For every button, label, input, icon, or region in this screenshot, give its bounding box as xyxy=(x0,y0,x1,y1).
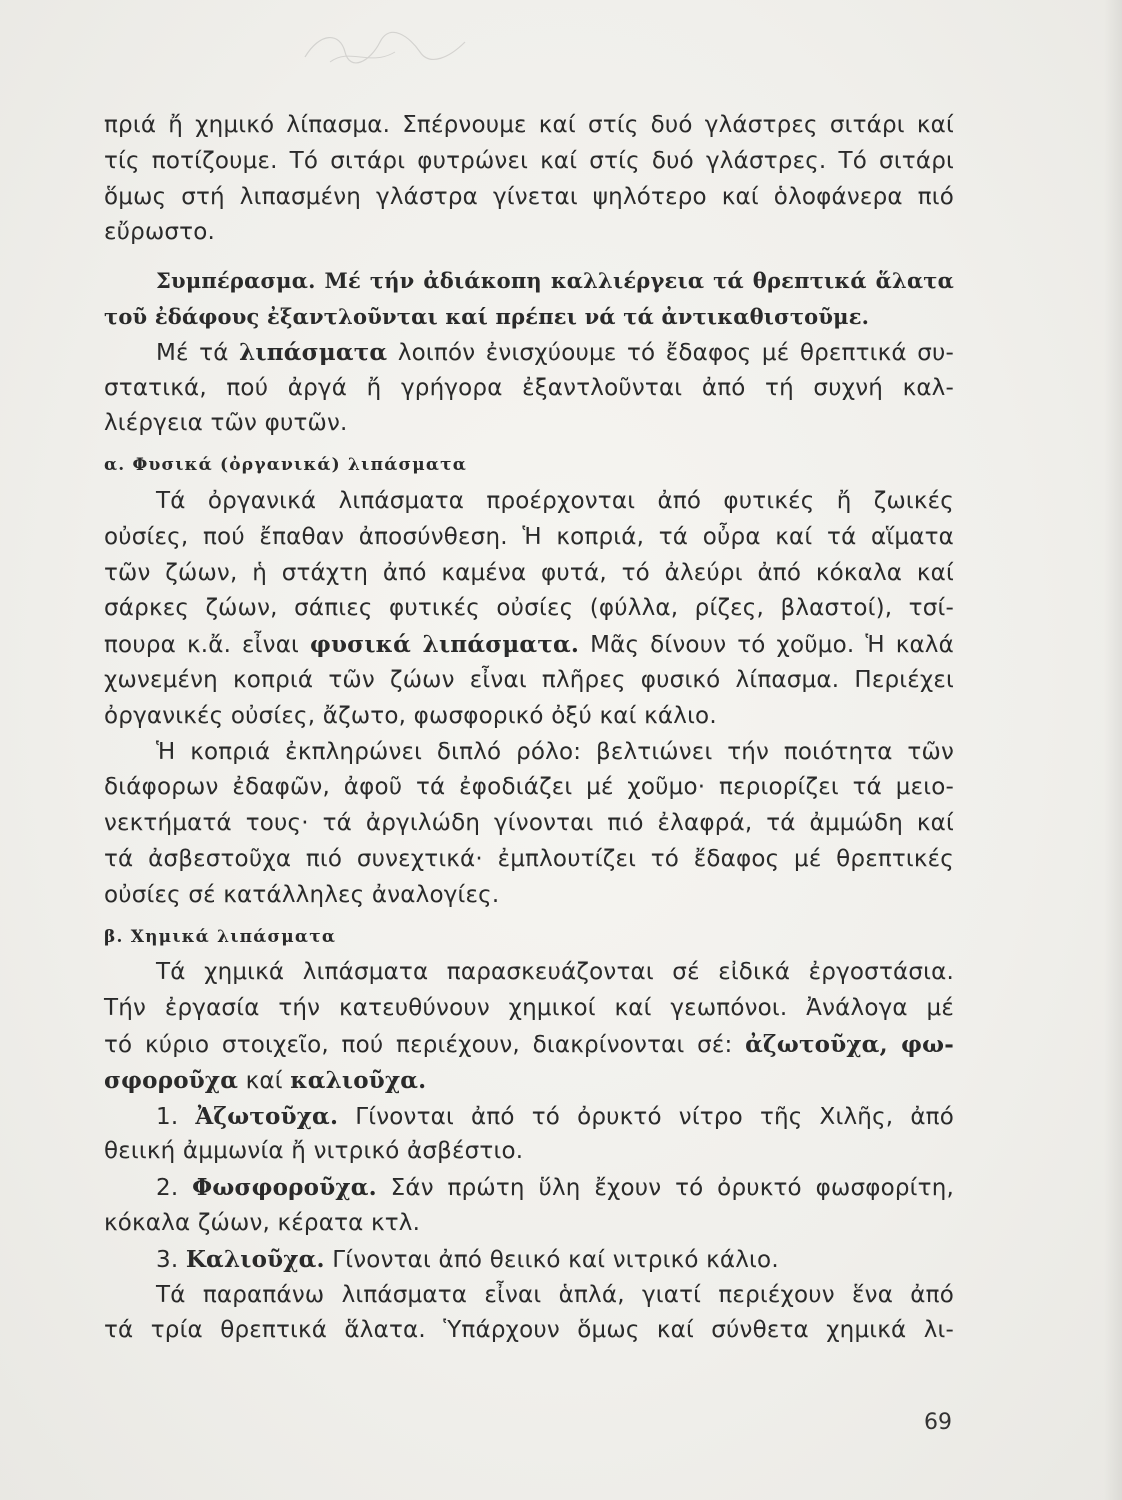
text-run: Μέ τά xyxy=(156,339,240,366)
bold-term: Καλιοῦχα. xyxy=(185,1245,325,1273)
text-line: σάρκες ζώων, σάπιες φυτικές οὐσίες (φύλλα, ρίζες, βλαστοί), τσί- xyxy=(104,595,954,622)
list-item xyxy=(104,1170,954,1206)
text-line: Ἡ κοπριά ἐκπληρώνει διπλό ρόλο: βελτιώνει τήν ποιότητα τῶν xyxy=(156,738,954,765)
text-line: τά τρία θρεπτικά ἅλατα. Ὑπάρχουν ὅμως καί σύνθετα χημικά λι- xyxy=(104,1317,954,1344)
text-line xyxy=(104,1063,954,1099)
page-number: 69 xyxy=(924,1410,952,1435)
text-line: ὅμως στή λιπασμένη γλάστρα γίνεται ψηλότερο καί ὁλοφάνερα πιό xyxy=(104,183,954,210)
bold-term: ἀζωτοῦχα, φω- xyxy=(745,1030,954,1058)
text-line: οὐσίες σέ κατάλληλες ἀναλογίες. xyxy=(104,881,500,908)
bold-term: φυσικά λιπάσματα. xyxy=(310,631,580,659)
text-run: Γίνονται ἀπό τό ὀρυκτό νίτρο τῆς Χιλῆς, ἀπό xyxy=(338,1103,954,1130)
list-item xyxy=(104,1099,954,1135)
list-number: 1. xyxy=(156,1103,196,1130)
text-line: τίς ποτίζουμε. Τό σιτάρι φυτρώνει καί στίς δυό γλάστρες. Τό σιτάρι xyxy=(104,147,954,174)
bold-term: σφοροῦχα xyxy=(104,1066,239,1094)
text-line: νεκτήματά τους· τά ἀργιλώδη γίνονται πιό ἐλαφρά, τά ἀμμώδη καί xyxy=(104,810,954,837)
text-line: χωνεμένη κοπριά τῶν ζώων εἶναι πλῆρες φυσικό λίπασμα. Περιέχει xyxy=(104,666,954,693)
text-line: οὐσίες, πού ἔπαθαν ἀποσύνθεση. Ἡ κοπριά, τά οὖρα καί τά αἵματα xyxy=(104,523,954,550)
bold-term: καλιοῦχα. xyxy=(290,1066,427,1094)
text-line: Τά παραπάνω λιπάσματα εἶναι ἁπλά, γιατί περιέχουν ἕνα ἀπό xyxy=(156,1281,954,1308)
section-heading-natural: α. Φυσικά (ὀργανικά) λιπάσματα xyxy=(104,455,468,476)
text-line: κόκαλα ζώων, κέρατα κτλ. xyxy=(104,1209,421,1236)
page-edge-shadow xyxy=(1104,0,1122,1500)
text-line xyxy=(104,335,954,371)
text-line: ὀργανικές οὐσίες, ἄζωτο, φωσφορικό ὀξύ καί κάλιο. xyxy=(104,702,717,729)
text-line xyxy=(104,627,954,663)
page-text xyxy=(104,108,954,1349)
pencil-scribble-icon xyxy=(300,22,470,72)
text-line: Τά ὀργανικά λιπάσματα προέρχονται ἀπό φυτικές ἤ ζωικές xyxy=(156,487,954,514)
text-run: λοιπόν ἐνισχύουμε τό ἔδαφος μέ θρεπτικά συ- xyxy=(387,339,954,366)
bold-term: λιπάσματα xyxy=(239,338,388,366)
text-line: θειική ἀμμωνία ἤ νιτρικό ἀσβέστιο. xyxy=(104,1138,524,1165)
text-line: Τήν ἐργασία τήν κατευθύνουν χημικοί καί γεωπόνοι. Ἀνάλογα μέ xyxy=(104,995,954,1022)
text-run: Γίνονται ἀπό θειικό καί νιτρικό κάλιο. xyxy=(324,1246,779,1273)
text-line: στατικά, πού ἀργά ἤ γρήγορα ἐξαντλοῦνται ἀπό τή συχνή καλ- xyxy=(104,374,954,401)
conclusion-line: Συμπέρασμα. Μέ τήν ἀδιάκοπη καλλιέργεια τά θρεπτικά ἅλατα xyxy=(156,268,954,294)
text-run: Μᾶς δίνουν τό χοῦμο. Ἡ καλά xyxy=(579,632,954,659)
text-run: πουρα κ.ἄ. εἶναι xyxy=(104,632,310,659)
text-line: λιέργεια τῶν φυτῶν. xyxy=(104,410,348,437)
list-number: 3. xyxy=(156,1246,186,1273)
text-line: διάφορων ἐδαφῶν, ἀφοῦ τά ἐφοδιάζει μέ χοῦμο· περιορίζει τά μειο- xyxy=(104,774,954,801)
text-run: Σάν πρώτη ὕλη ἔχουν τό ὀρυκτό φωσφορίτη, xyxy=(376,1175,954,1202)
bold-term: Φωσφοροῦχα. xyxy=(192,1174,377,1202)
list-item xyxy=(104,1242,954,1278)
text-run: τό κύριο στοιχεῖο, πού περιέχουν, διακρίνονται σέ: xyxy=(104,1031,746,1058)
text-line: πριά ἤ χημικό λίπασμα. Σπέρνουμε καί στίς δυό γλάστρες σιτάρι καί xyxy=(104,112,954,138)
section-heading-chemical: β. Χημικά λιπάσματα xyxy=(104,926,337,947)
text-line: Τά χημικά λιπάσματα παρασκευάζονται σέ εἰδικά ἐργοστάσια. xyxy=(156,959,954,986)
text-line xyxy=(104,1027,954,1063)
text-run: καί xyxy=(238,1067,291,1094)
list-number: 2. xyxy=(156,1175,193,1202)
conclusion-line: τοῦ ἐδάφους ἐξαντλοῦνται καί πρέπει νά τά ἀντικαθιστοῦμε. xyxy=(104,303,870,329)
bold-term: Ἀζωτοῦχα. xyxy=(195,1102,339,1130)
text-line: τῶν ζώων, ἡ στάχτη ἀπό καμένα φυτά, τό ἀλεύρι ἀπό κόκαλα καί xyxy=(104,559,954,586)
text-line: εὔρωστο. xyxy=(104,219,216,246)
text-line: τά ἀσβεστοῦχα πιό συνεχτικά· ἐμπλουτίζει τό ἔδαφος μέ θρεπτικές xyxy=(104,845,954,872)
